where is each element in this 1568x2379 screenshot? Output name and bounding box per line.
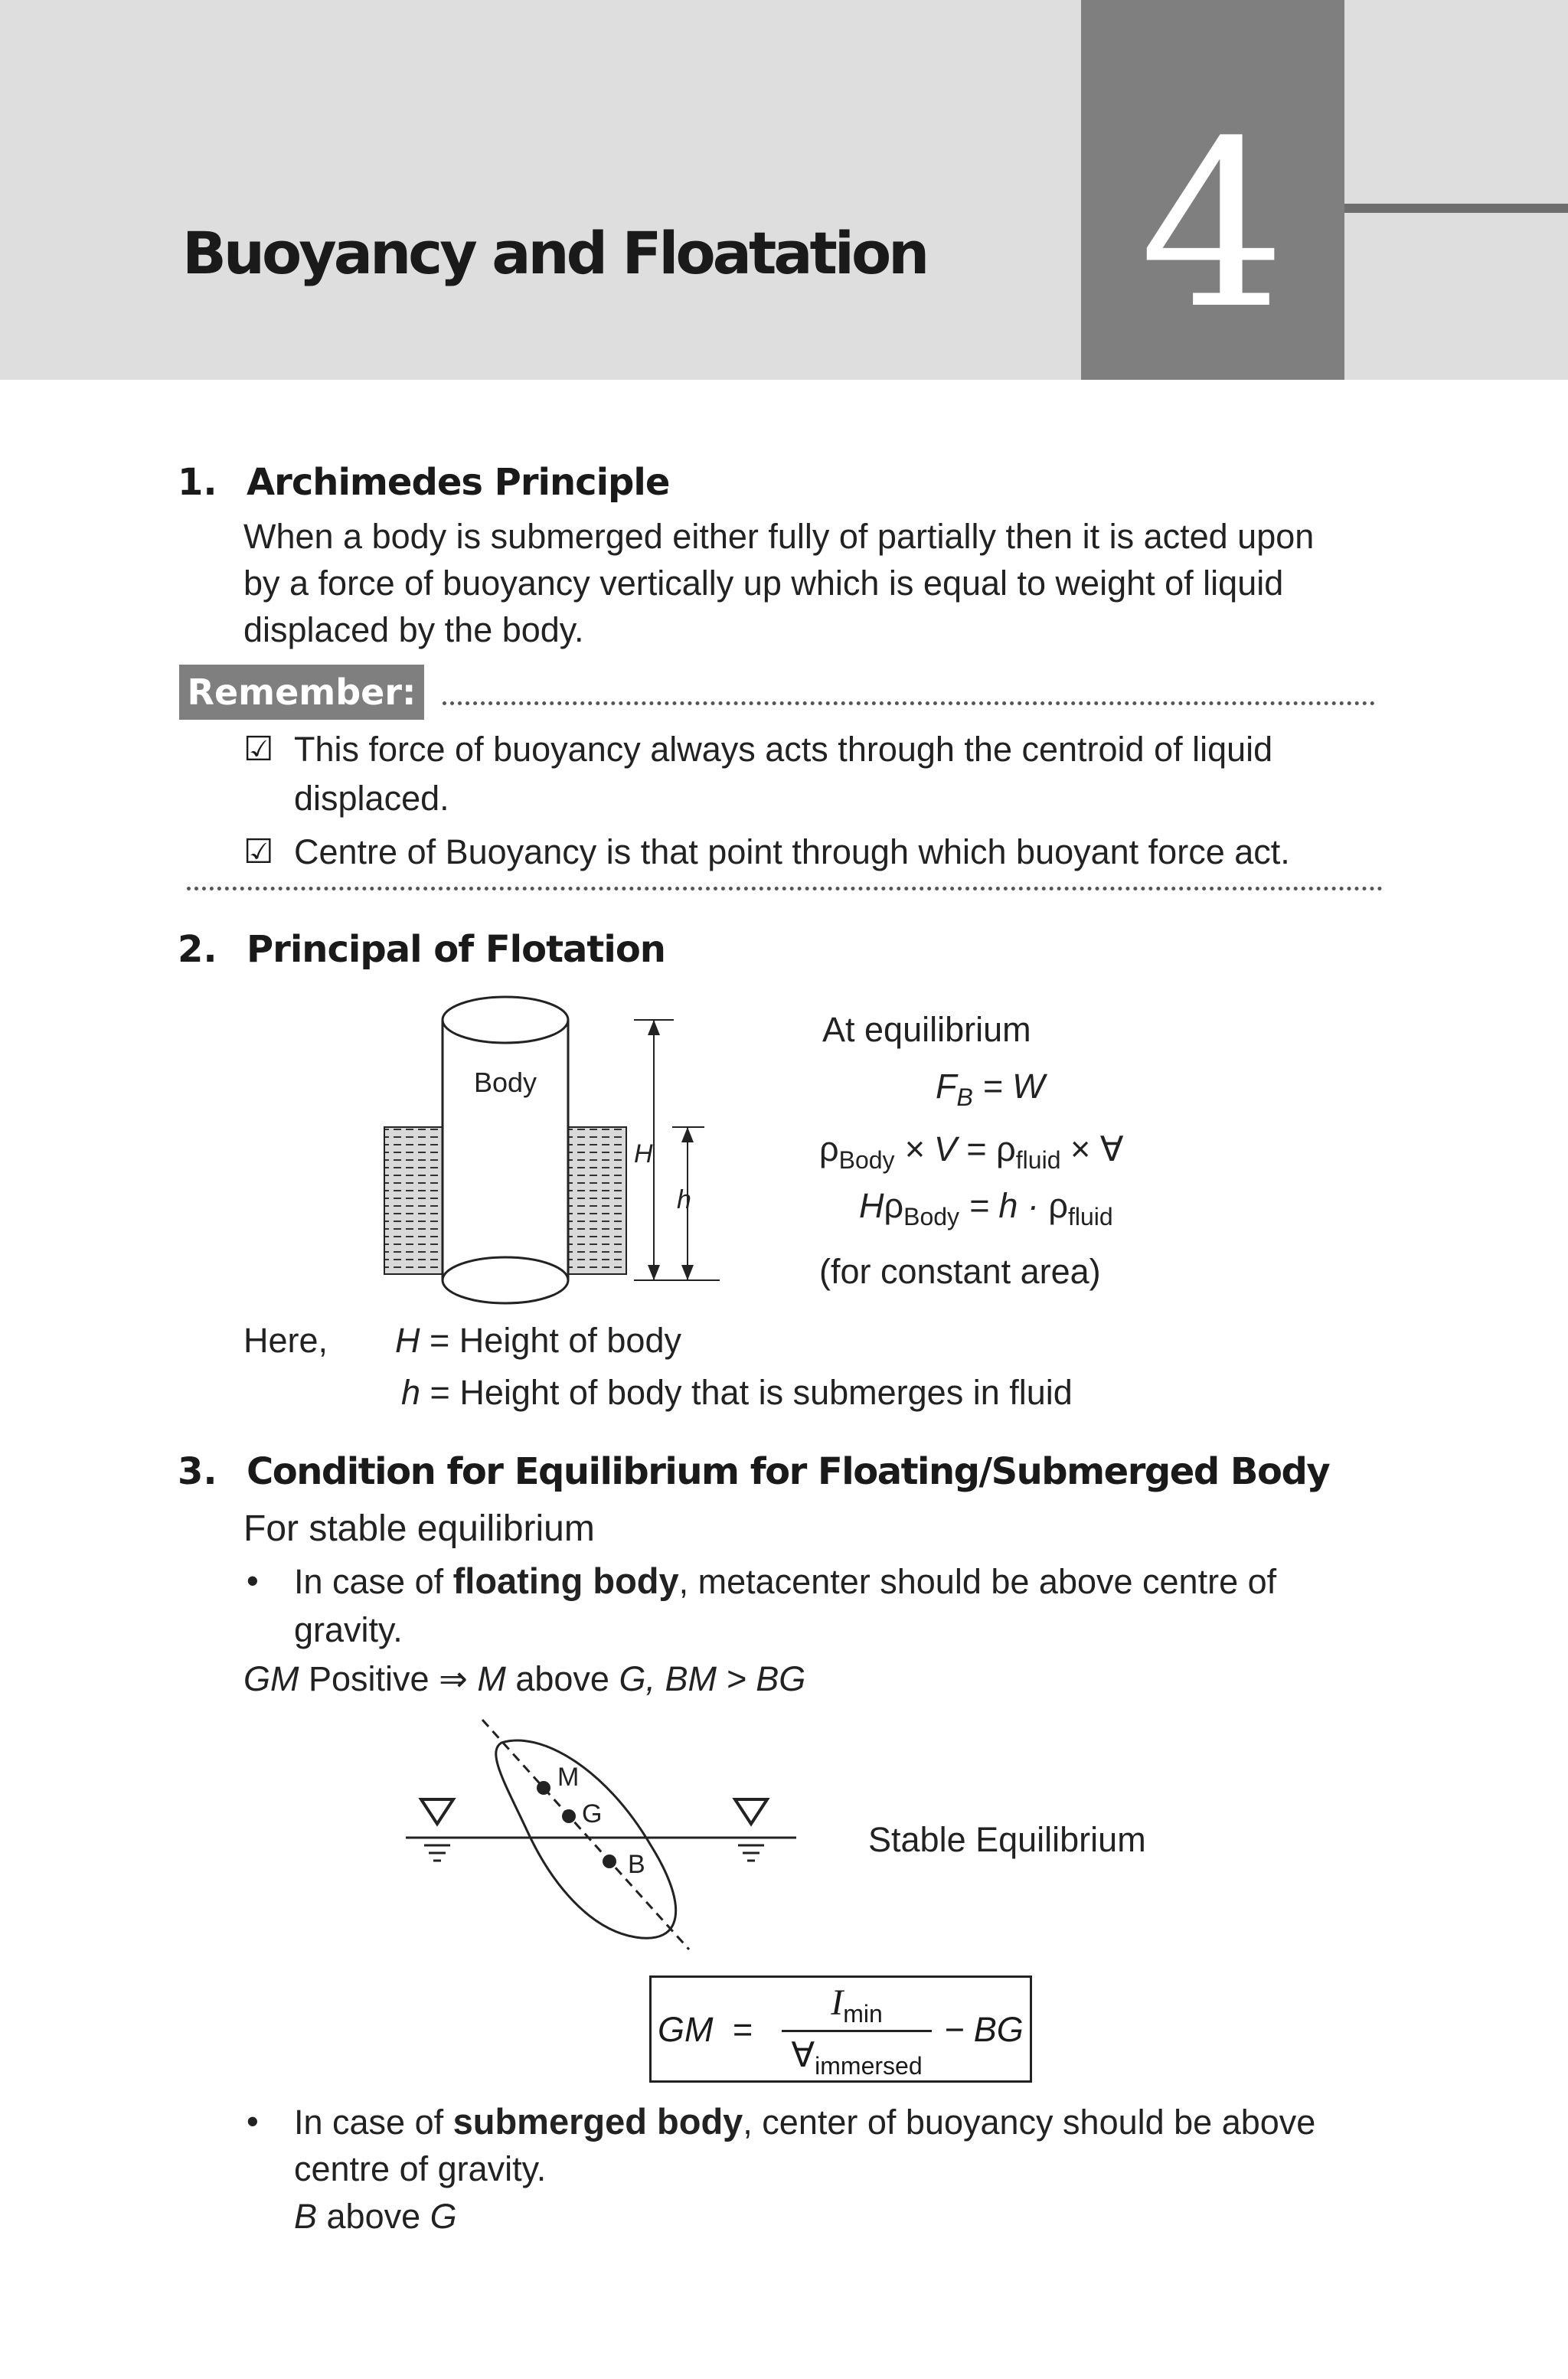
- gm-formula-minus-bg: − BG: [944, 2010, 1024, 2049]
- bullet-2-line-2: centre of gravity.: [294, 2149, 547, 2188]
- section-3-number: 3.: [178, 1450, 217, 1493]
- floating-body-outline: [496, 1740, 676, 1938]
- water-level-icon: [421, 1799, 453, 1861]
- constant-area-note: (for constant area): [819, 1252, 1101, 1291]
- remember-top-divider: [443, 701, 1375, 705]
- section-1-line-3: displaced by the body.: [243, 610, 584, 649]
- checkbox-icon: ☑: [243, 832, 274, 871]
- M-label: M: [557, 1763, 580, 1792]
- gm-formula-denominator: $\forall_{immersed}$: [791, 2035, 923, 2080]
- gm-positive-condition: GM Positive ⇒ M above G, BM > BG: [243, 1659, 806, 1698]
- axis-of-symmetry: [482, 1720, 689, 1949]
- gm-formula-numerator: $I_{min}$: [831, 1982, 883, 2028]
- bullet-2-line-1: In case of submerged body, center of buoyancy should be above: [294, 2101, 1316, 2142]
- definition-H: H = Height of body: [395, 1321, 681, 1360]
- h-label: h: [677, 1185, 691, 1214]
- bullet-1-line-2: gravity.: [294, 1610, 403, 1649]
- section-1-line-2: by a force of buoyancy vertically up which is equal to weight of liquid: [243, 564, 1284, 603]
- body-label: Body: [473, 1067, 537, 1098]
- centre-of-gravity-point: [562, 1809, 576, 1823]
- checkbox-icon: ☑: [243, 730, 274, 769]
- liquid-right: [568, 1127, 626, 1274]
- remember-bottom-divider: [187, 887, 1383, 890]
- remember-label: Remember:: [179, 665, 424, 720]
- H-label: H: [634, 1139, 653, 1168]
- section-1-number: 1.: [178, 461, 217, 504]
- section-2-number: 2.: [178, 928, 217, 971]
- equation-force-balance: $F_B = W$: [936, 1067, 1045, 1111]
- B-label: B: [628, 1850, 645, 1879]
- chapter-title: Buoyancy and Floatation: [182, 219, 927, 287]
- here-label: Here,: [243, 1321, 328, 1360]
- remember-item-1-line-2: displaced.: [294, 779, 449, 818]
- remember-item-1-line-1: This force of buoyancy always acts through the centroid of liquid: [294, 730, 1273, 769]
- cylinder-top: [443, 997, 568, 1043]
- metacenter-point: [537, 1781, 550, 1795]
- chapter-rule: [1344, 204, 1568, 213]
- equation-density-volume: $\rho_{Body} \times V = \rho_{fluid}$ × ∀: [819, 1129, 1124, 1174]
- equation-height-ratio: $H\rho_{Body} = h \cdot \rho_{fluid}$: [859, 1186, 1113, 1230]
- floating-cylinder-diagram: [368, 988, 735, 1309]
- stable-equilibrium-subheading: For stable equilibrium: [243, 1508, 595, 1549]
- section-2-title: Principal of Flotation: [247, 928, 665, 971]
- fraction-bar: [782, 2030, 932, 2032]
- bullet-icon: •: [247, 2102, 259, 2141]
- section-3-title: Condition for Equilibrium for Floating/Submerged Body: [247, 1450, 1330, 1493]
- stable-equilibrium-label: Stable Equilibrium: [868, 1820, 1146, 1859]
- b-above-g-condition: B above G: [294, 2197, 457, 2236]
- centre-of-buoyancy-point: [603, 1855, 616, 1868]
- gm-formula-equals: =: [733, 2010, 753, 2049]
- cylinder-bottom: [443, 1257, 568, 1303]
- stable-equilibrium-diagram: [398, 1715, 827, 1968]
- chapter-number: 4: [1139, 92, 1286, 359]
- section-1-line-1: When a body is submerged either fully of partially then it is acted upon: [243, 517, 1315, 556]
- liquid-left: [384, 1127, 443, 1274]
- bullet-1-line-1: In case of floating body, metacenter should be above centre of: [294, 1560, 1277, 1601]
- gm-formula-lhs: GM: [658, 2010, 714, 2049]
- equilibrium-heading: At equilibrium: [822, 1010, 1031, 1049]
- definition-h: h = Height of body that is submerges in fluid: [401, 1373, 1073, 1412]
- gm-formula-box: [649, 1975, 1032, 2083]
- G-label: G: [582, 1799, 603, 1828]
- water-level-icon: [735, 1799, 767, 1861]
- remember-item-2: Centre of Buoyancy is that point through which buoyant force act.: [294, 832, 1290, 871]
- bullet-icon: •: [247, 1561, 259, 1600]
- section-1-title: Archimedes Principle: [247, 461, 670, 504]
